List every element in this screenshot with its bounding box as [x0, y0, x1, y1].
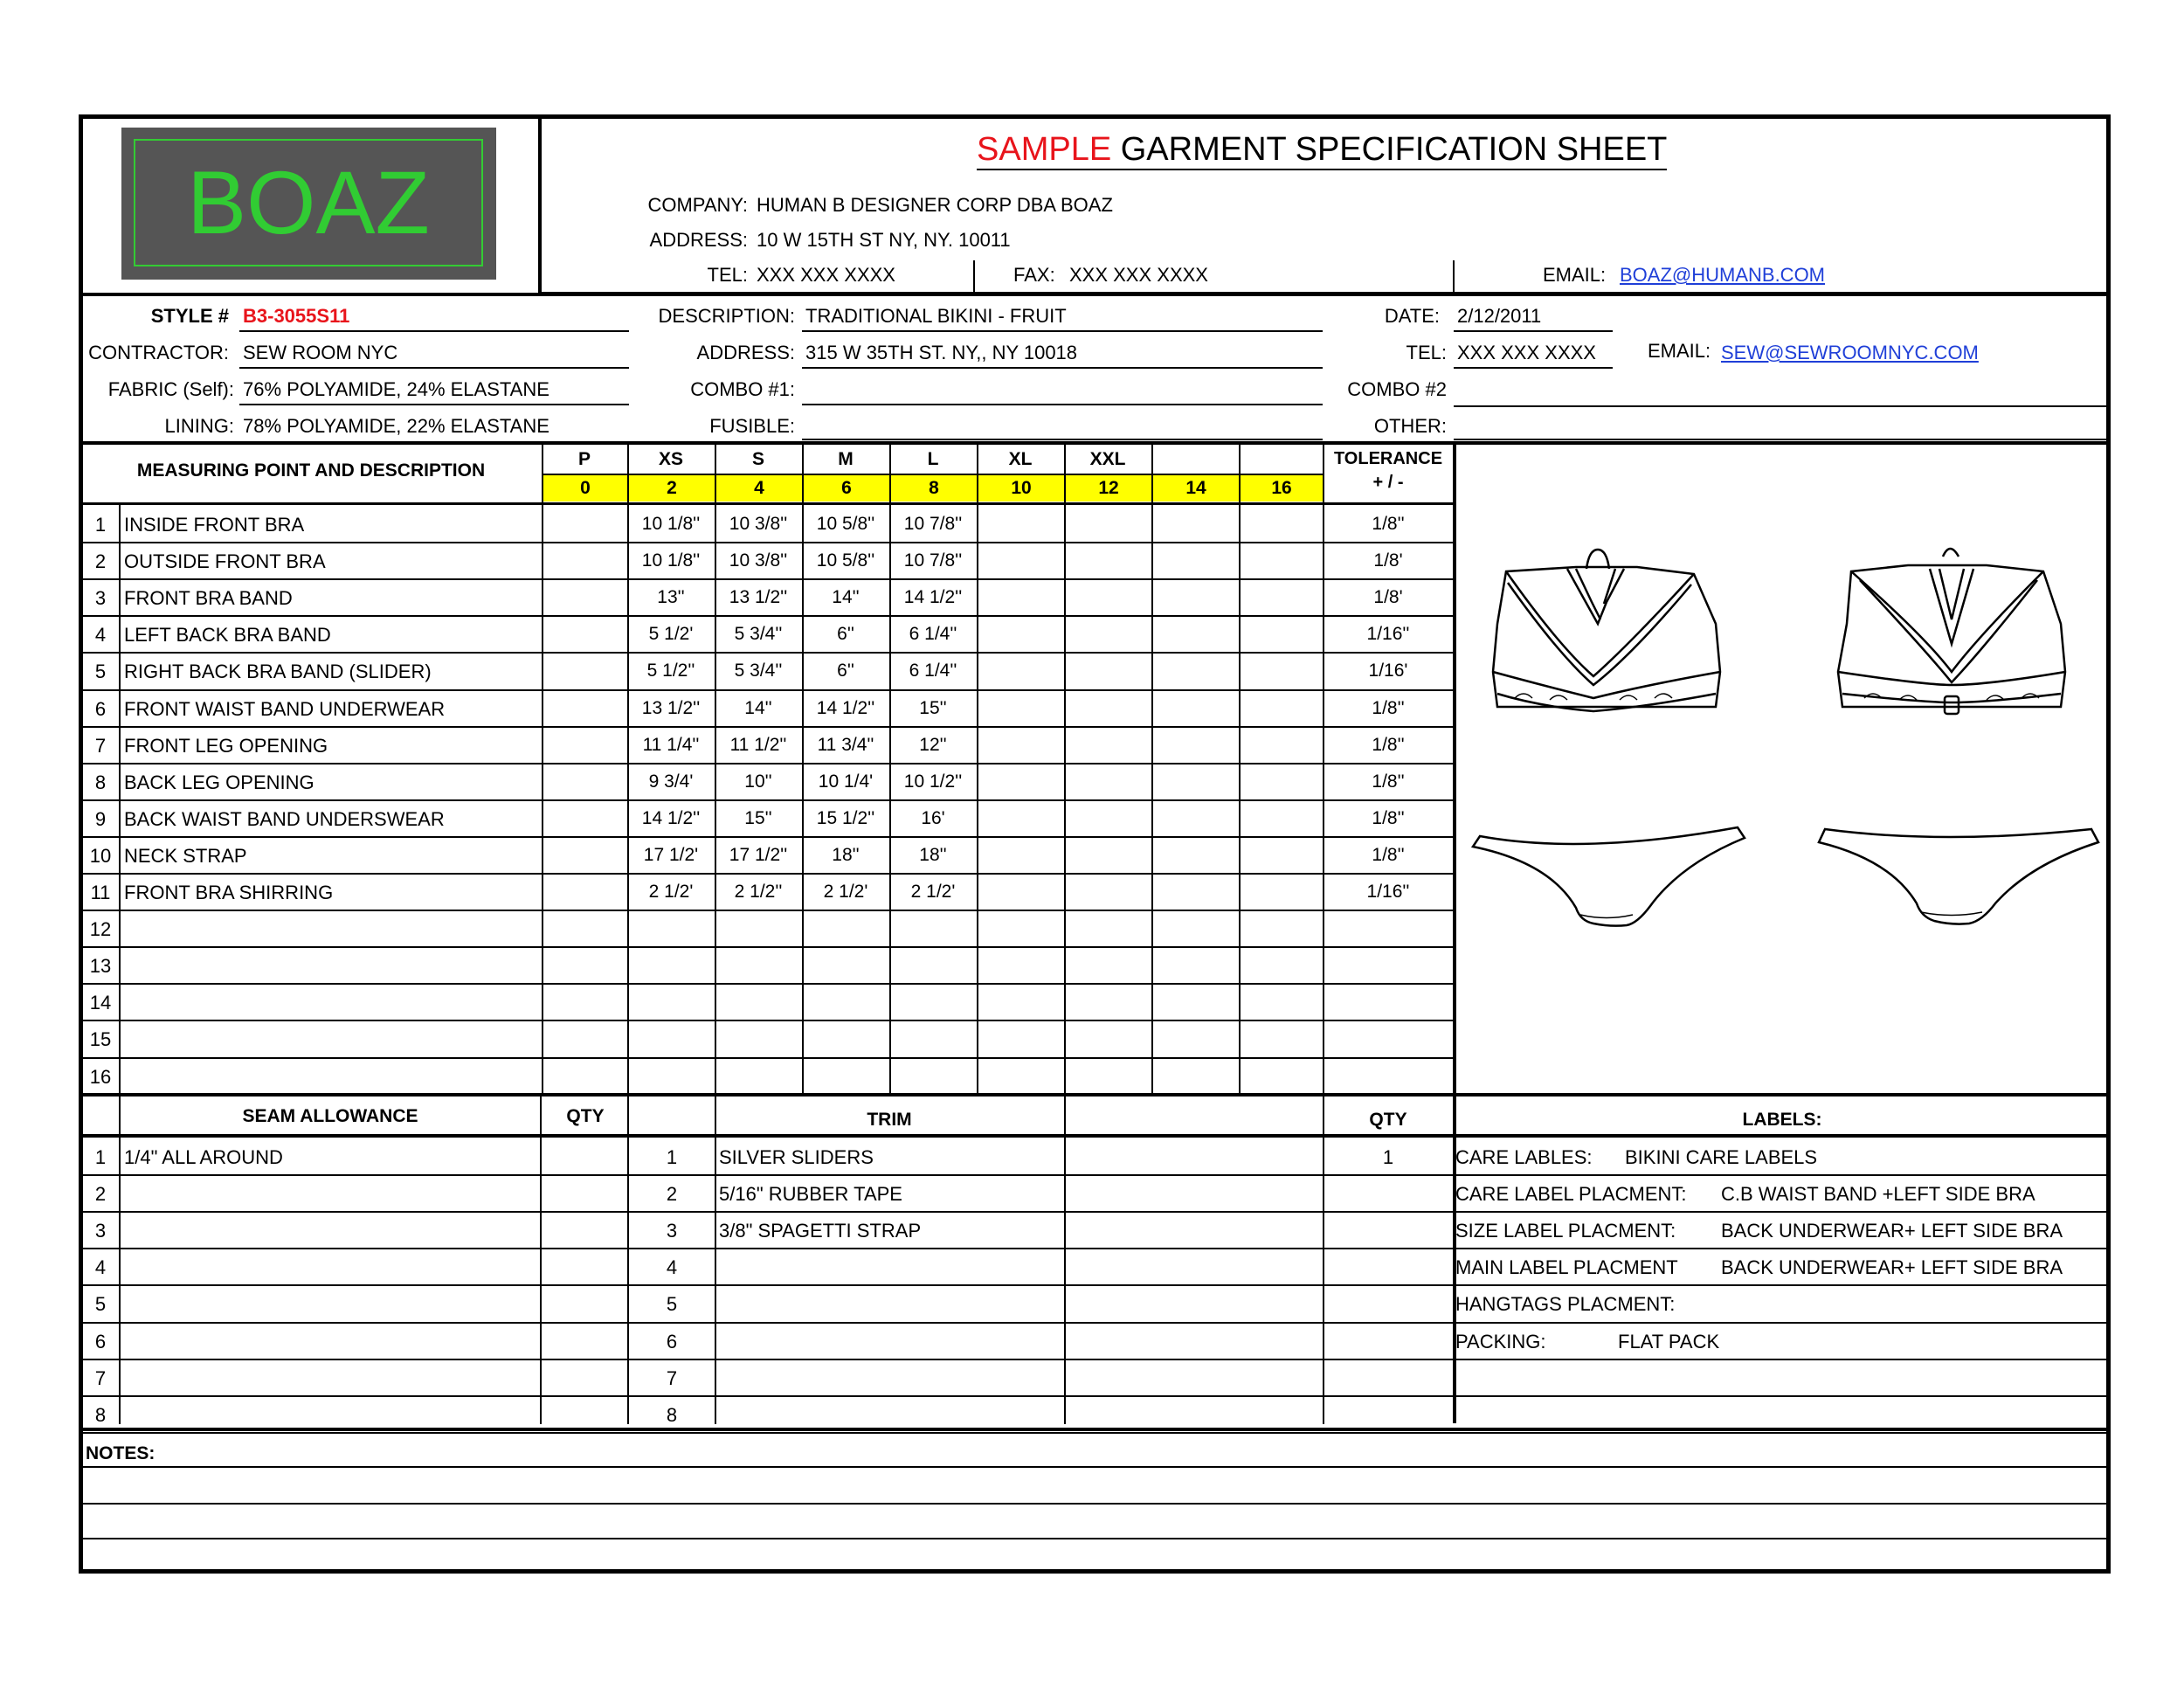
grid-line: [79, 1020, 1454, 1021]
grid-line: [79, 689, 1454, 691]
contractor-address-label: ADDRESS:: [696, 342, 795, 363]
trim-qty-header: QTY: [1369, 1110, 1407, 1130]
measure-point: OUTSIDE FRONT BRA: [124, 550, 326, 573]
measure-value: 6 1/4'': [909, 624, 957, 645]
measure-point: FRONT LEG OPENING: [124, 734, 328, 757]
date-label: DATE:: [1384, 305, 1440, 327]
seam-row-number: 2: [94, 1183, 107, 1206]
seam-row-number: 5: [94, 1293, 107, 1316]
measure-value: 2 1/2'': [734, 882, 783, 902]
label-value: FLAT PACK: [1618, 1330, 1720, 1352]
size-label: M: [838, 449, 854, 469]
row-number: 7: [94, 734, 107, 757]
trim-row-number: 8: [666, 1403, 678, 1426]
header-divider: [538, 116, 542, 294]
grid-line: [79, 1432, 2111, 1434]
description: TRADITIONAL BIKINI - FRUIT: [805, 305, 1067, 327]
measure-value: 12'': [919, 734, 947, 755]
seam-row-number: 4: [94, 1256, 107, 1279]
measure-point: FRONT BRA BAND: [124, 587, 293, 610]
tolerance-sub: + / -: [1372, 473, 1404, 492]
row-number: 8: [94, 771, 107, 793]
divider: [802, 330, 1323, 332]
measure-value: 10 7/8'': [903, 514, 963, 534]
row-number: 15: [89, 1028, 112, 1051]
size-label: XXL: [1089, 449, 1126, 469]
company-address: 10 W 15TH ST NY, NY. 10011: [757, 229, 1011, 251]
size-number: 6: [804, 475, 889, 502]
trim-row-number: 4: [666, 1256, 678, 1279]
measure-value: 13 1/2'': [729, 587, 788, 608]
row-number: 3: [94, 587, 107, 610]
trim-row-number: 6: [666, 1330, 678, 1352]
bra-back-drawing: [1838, 549, 2065, 714]
measure-value: 10 1/8'': [641, 514, 701, 534]
measure-value: 10 1/8'': [641, 550, 701, 571]
date: 2/12/2011: [1457, 305, 1542, 327]
size-number: 10: [978, 475, 1064, 502]
measure-value: 11 1/4'': [642, 734, 700, 755]
seam-allowance-header: SEAM ALLOWANCE: [242, 1106, 418, 1126]
measure-value: 13'': [657, 587, 685, 608]
row-number: 4: [94, 624, 107, 647]
tolerance-value: 1/8'': [1372, 734, 1405, 755]
fabric: 76% POLYAMIDE, 24% ELASTANE: [243, 378, 549, 400]
size-number: 8: [891, 475, 977, 502]
measure-value: 13 1/2'': [641, 697, 701, 718]
grid-line: [79, 1395, 2111, 1397]
grid-col-line: [119, 505, 121, 1093]
tolerance-value: 1/16'': [1366, 624, 1410, 645]
combo1-label: COMBO #1:: [690, 378, 795, 400]
bikini-bottom-front-drawing: [1473, 827, 1745, 926]
divider: [1454, 330, 1613, 332]
trim-row-number: 3: [666, 1220, 678, 1242]
divider: [973, 260, 975, 294]
measure-point: BACK LEG OPENING: [124, 771, 314, 793]
measure-value: 17 1/2': [643, 844, 699, 865]
tolerance-value: 1/8': [1373, 587, 1403, 608]
measure-value: 9 3/4': [648, 771, 694, 792]
grid-line: [79, 578, 1454, 580]
grid-line: [79, 542, 1454, 543]
measure-point: FRONT BRA SHIRRING: [124, 882, 334, 903]
label-field: MAIN LABEL PLACMENT: [1455, 1256, 1678, 1279]
tolerance-value: 1/8'': [1372, 697, 1405, 718]
label-field: SIZE LABEL PLACMENT:: [1455, 1220, 1676, 1242]
grid-line: [79, 615, 1454, 617]
contractor-email-label: EMAIL:: [1648, 340, 1711, 362]
row-number: 6: [94, 697, 107, 720]
seam-allowance: 1/4" ALL AROUND: [124, 1146, 283, 1168]
other-label: OTHER:: [1373, 415, 1447, 437]
seam-row-number: 8: [94, 1403, 107, 1426]
grid-line: [79, 799, 1454, 801]
row-number: 10: [89, 844, 112, 867]
measure-value: 10 7/8'': [903, 550, 963, 571]
trim-item: 5/16" RUBBER TAPE: [719, 1183, 902, 1206]
size-label: L: [927, 449, 939, 469]
company-tel: XXX XXX XXXX: [757, 264, 895, 286]
measure-value: 10 1/4': [818, 771, 874, 792]
measure-value: 11 1/2'': [729, 734, 787, 755]
style-label: STYLE #: [150, 305, 229, 327]
fabric-label: FABRIC (Self):: [107, 378, 234, 400]
measure-value: 14'': [832, 587, 860, 608]
tolerance-label: TOLERANCE: [1333, 449, 1443, 468]
measure-point: NECK STRAP: [124, 844, 247, 867]
divider: [1454, 405, 2111, 407]
size-label: P: [577, 449, 591, 469]
size-number: 2: [629, 475, 715, 502]
company-fax: XXX XXX XXXX: [1069, 264, 1208, 286]
trim-row-number: 5: [666, 1293, 678, 1316]
size-number: 0: [543, 475, 627, 502]
grid-col-line: [715, 1097, 716, 1424]
bra-front-drawing: [1493, 550, 1720, 711]
divider: [239, 404, 629, 405]
grid-line: [79, 983, 1454, 985]
notes-line: [79, 1503, 2111, 1505]
label-value: BACK UNDERWEAR+ LEFT SIDE BRA: [1721, 1256, 2063, 1279]
contractor-tel-label: TEL:: [1406, 342, 1447, 363]
size-number: 12: [1066, 475, 1151, 502]
size-number: 16: [1241, 475, 1323, 502]
header-bottom-border: [79, 293, 2111, 296]
notes-label: NOTES:: [86, 1443, 156, 1463]
measure-value: 10 5/8'': [816, 550, 875, 571]
grid-line: [79, 1057, 1454, 1059]
contractor-label: CONTRACTOR:: [88, 342, 229, 363]
size-label: XS: [658, 449, 683, 469]
measure-value: 18'': [919, 844, 947, 865]
trim-row-number: 1: [666, 1146, 678, 1168]
row-number: 11: [90, 882, 111, 903]
measure-value: 14'': [744, 697, 772, 718]
divider: [239, 330, 629, 332]
grid-line: [79, 652, 1454, 654]
measure-point: BACK WAIST BAND UNDERSWEAR: [124, 807, 445, 830]
measure-value: 6'': [837, 661, 854, 681]
labels-header: LABELS:: [1742, 1110, 1822, 1130]
trim-row-number: 2: [666, 1183, 678, 1206]
trim-row-number: 7: [666, 1366, 678, 1389]
fusible-label: FUSIBLE:: [709, 415, 795, 437]
tolerance-value: 1/8'': [1372, 807, 1405, 828]
row-number: 12: [89, 918, 112, 941]
measure-value: 10 5/8'': [816, 514, 875, 534]
trim-header: TRIM: [867, 1110, 912, 1130]
row-number: 9: [94, 807, 107, 830]
style-number: B3-3055S11: [243, 305, 350, 327]
grid-line: [79, 946, 1454, 948]
measure-value: 10'': [744, 771, 772, 792]
seam-row-number: 6: [94, 1330, 107, 1352]
divider: [802, 404, 1323, 405]
measure-value: 2 1/2': [823, 882, 868, 902]
lining-label: LINING:: [164, 415, 234, 437]
divider: [802, 367, 1323, 369]
tolerance-value: 1/16': [1368, 661, 1408, 681]
measure-value: 15'': [919, 697, 947, 718]
measure-value: 10 3/8'': [729, 514, 788, 534]
measure-point: LEFT BACK BRA BAND: [124, 624, 331, 647]
row-number: 14: [89, 992, 112, 1014]
measure-value: 5 1/2': [648, 624, 694, 645]
measure-value: 11 3/4'': [817, 734, 874, 755]
label-field: CARE LABLES:: [1455, 1146, 1593, 1168]
measure-value: 16': [921, 807, 945, 828]
tolerance-value: 1/8'': [1372, 771, 1405, 792]
grid-line: [79, 910, 1454, 911]
size-label: XL: [1008, 449, 1033, 469]
measure-value: 5 3/4'': [734, 624, 783, 645]
grid-line: [79, 726, 1454, 728]
measure-value: 6'': [837, 624, 854, 645]
divider: [1453, 260, 1455, 294]
seam-row-number: 3: [94, 1220, 107, 1242]
description-label: DESCRIPTION:: [658, 305, 795, 327]
bikini-bottom-back-drawing: [1819, 829, 2098, 924]
measure-point: INSIDE FRONT BRA: [124, 514, 305, 536]
grid-col-line: [119, 1097, 121, 1424]
grid-line: [79, 1284, 2111, 1286]
label-field: CARE LABEL PLACMENT:: [1455, 1183, 1687, 1206]
grid-col-line: [1064, 1097, 1066, 1424]
seam-row-number: 1: [94, 1146, 107, 1168]
company-name: HUMAN B DESIGNER CORP DBA BOAZ: [757, 194, 1113, 216]
measure-value: 14 1/2'': [903, 587, 963, 608]
row-number: 1: [94, 514, 107, 536]
measure-value: 2 1/2': [648, 882, 694, 902]
grid-line: [79, 1174, 2111, 1176]
tolerance-value: 1/8'': [1372, 844, 1405, 865]
measure-value: 15'': [744, 807, 772, 828]
lining: 78% POLYAMIDE, 22% ELASTANE: [243, 415, 549, 437]
page-title: SAMPLE GARMENT SPECIFICATION SHEET: [977, 131, 1667, 170]
seam-qty-header: QTY: [566, 1106, 605, 1126]
logo-text: BOAZ: [187, 153, 430, 253]
label-field: PACKING:: [1455, 1330, 1546, 1352]
divider: [1454, 439, 2111, 440]
measure-value: 18'': [832, 844, 860, 865]
company-email-label: EMAIL:: [1543, 264, 1607, 286]
measure-header: MEASURING POINT AND DESCRIPTION: [136, 460, 486, 481]
measure-value: 10 3/8'': [729, 550, 788, 571]
grid-line: [79, 502, 1454, 505]
grid-line: [79, 836, 1454, 838]
measure-value: 5 1/2'': [646, 661, 695, 681]
company-email-link[interactable]: BOAZ@HUMANB.COM: [1620, 264, 1826, 286]
size-label: S: [751, 449, 764, 469]
tolerance-value: 1/8'': [1372, 514, 1405, 534]
grid-line: [79, 873, 1454, 875]
divider: [239, 367, 629, 369]
company-fax-label: FAX:: [1013, 264, 1055, 286]
grid-line: [79, 1359, 2111, 1360]
tolerance-value: 1/8': [1373, 550, 1403, 571]
notes-line: [79, 1466, 2111, 1468]
size-number: 14: [1153, 475, 1239, 502]
measure-value: 6 1/4'': [909, 661, 957, 681]
company-tel-label: TEL:: [707, 264, 748, 286]
grid-line: [79, 1093, 2111, 1097]
garment-drawings: [1454, 445, 2111, 1093]
contractor-address: 315 W 35TH ST. NY,, NY 10018: [805, 342, 1078, 363]
grid-line: [79, 1211, 2111, 1213]
combo2-label: COMBO #2: [1347, 378, 1447, 400]
trim-qty: 1: [1382, 1146, 1394, 1168]
grid-line: [79, 1134, 2111, 1138]
seam-row-number: 7: [94, 1366, 107, 1389]
label-value: C.B WAIST BAND +LEFT SIDE BRA: [1721, 1183, 2035, 1206]
measure-value: 15 1/2'': [816, 807, 875, 828]
notes-line: [79, 1538, 2111, 1539]
size-number: 4: [716, 475, 802, 502]
company-label: COMPANY:: [647, 194, 748, 216]
grid-line: [79, 1428, 2111, 1431]
grid-line: [79, 763, 1454, 764]
contractor: SEW ROOM NYC: [243, 342, 398, 363]
measure-point: RIGHT BACK BRA BAND (SLIDER): [124, 661, 432, 683]
measure-value: 2 1/2': [910, 882, 956, 902]
divider: [802, 439, 1323, 440]
measure-value: 10 1/2'': [903, 771, 963, 792]
label-field: HANGTAGS PLACMENT:: [1455, 1293, 1676, 1316]
divider: [1454, 367, 1613, 369]
grid-line: [79, 1248, 2111, 1249]
contractor-tel: XXX XXX XXXX: [1457, 342, 1596, 363]
label-value: BIKINI CARE LABELS: [1625, 1146, 1818, 1168]
label-value: BACK UNDERWEAR+ LEFT SIDE BRA: [1721, 1220, 2063, 1242]
row-number: 13: [89, 955, 112, 978]
tolerance-value: 1/16'': [1366, 882, 1410, 902]
measure-value: 5 3/4'': [734, 661, 783, 681]
company-address-label: ADDRESS:: [649, 229, 748, 251]
row-number: 2: [94, 550, 107, 573]
measure-value: 14 1/2'': [641, 807, 701, 828]
contractor-email-link[interactable]: SEW@SEWROOMNYC.COM: [1721, 342, 1979, 363]
row-number: 16: [89, 1065, 112, 1088]
measure-value: 17 1/2'': [729, 844, 788, 865]
grid-line: [79, 1322, 2111, 1324]
grid-col-line: [540, 1097, 542, 1424]
measure-point: FRONT WAIST BAND UNDERWEAR: [124, 697, 446, 720]
measure-value: 14 1/2'': [816, 697, 875, 718]
row-number: 5: [94, 661, 107, 683]
trim-item: SILVER SLIDERS: [719, 1146, 874, 1168]
trim-item: 3/8" SPAGETTI STRAP: [719, 1220, 922, 1242]
